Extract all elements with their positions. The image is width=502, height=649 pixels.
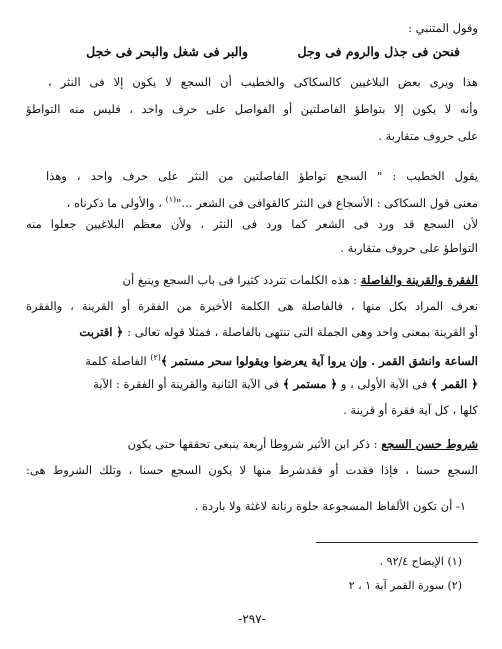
document-page: [26, 8, 478, 643]
paragraph-text: ، والأولى ما ذكرناه ،: [66, 195, 166, 210]
quran-quote: الساعة وانشق القمر . وإن يروا آية يعرضوا ويقولوا سحر مستمر ﴾: [160, 353, 478, 368]
paragraph-line: وأنه لا يكون إلا بتواطؤ الفاصلتين أو الفواصل على حرف واحد ، فليس منه التواطؤ: [26, 102, 478, 116]
list-item: ١- أن تكون الألفاظ المسجوعة حلوة رنانة لاغثة ولا باردة .: [194, 499, 466, 513]
page-number: -٢٩٧-: [238, 612, 266, 626]
paragraph-line: [26, 436, 478, 452]
paragraph-text: معنى قول السكاكى : الأسجاع فى النثر كالقوافى فى الشعر ...": [176, 195, 478, 210]
quran-word: ﴿ مستمر ﴾: [282, 377, 338, 391]
paragraph-line: لأن السجع قد ورد فى الشعر كما ورد فى النثر ، ولأن معظم البلاغيين جعلوا منه: [26, 217, 478, 231]
intro-line: وقول المتنبي :: [408, 21, 478, 35]
paragraph-line: [26, 272, 478, 288]
paragraph-line: [26, 192, 478, 211]
footnote: (٢) سورة القمر آية ١ ، ٢: [348, 579, 462, 592]
footnote-ref: (٢): [150, 353, 161, 362]
paragraph-text: فى الآية الأولى ، و: [337, 377, 431, 391]
paragraph-line: التواطؤ على حروف متقاربة .: [340, 241, 478, 255]
paragraph-line: هذا ويرى بعض البلاغيين كالسكاكى والخطيب أن السجع لا يكون إلا فى النثر ،: [48, 75, 478, 89]
paragraph-line: السجع حسنا ، فإذا فقدت أو فقدشرط منها لا يكون السجع حسنا ، وتلك الشروط هى:: [26, 463, 478, 477]
poetry-verse: [26, 44, 478, 62]
paragraph-line: يقول الخطيب : " السجع تواطؤ الفاصلتين من النثر على حرف واحد ، وهذا: [46, 169, 478, 183]
paragraph-text: فى الآية الثانية والقرينة أو الفقرة : الآية: [93, 377, 283, 391]
section-heading: شروط حسن السجع: [381, 437, 478, 451]
paragraph-text: : هذه الكلمات تتردد كثيرا فى باب السجع وينبغ أن: [122, 273, 361, 287]
paragraph-line: [26, 376, 478, 392]
paragraph-text: أو القرينة بمعنى واحد وهى الجملة التى تنتهى بالفاصلة ، فمثلا قوله تعالى :: [127, 325, 478, 339]
section-heading: الفقرة والقرينة والفاصلة: [360, 273, 478, 287]
quran-quote: ﴿ اقتربت: [79, 325, 128, 339]
paragraph-text: الفاصلة كلمة: [85, 353, 151, 368]
footnote: (١) الإيضاح ٩٢/٤ .: [379, 555, 462, 568]
quran-word: ﴿ القمر ﴾: [431, 377, 478, 391]
paragraph-line: نعرف المراد بكل منها ، فالفاصلة هى الكلمة الأخيرة من الفقرة أو القرينة ، والفقرة: [26, 299, 478, 313]
footnote-ref: (١): [165, 195, 177, 204]
paragraph-line: [26, 324, 478, 340]
paragraph-text: : ذكر ابن الأثير شروطا أربعة ينبغى تحققها حتى يكون: [127, 437, 382, 451]
footnote-separator: [316, 542, 478, 543]
paragraph-line: [26, 350, 478, 369]
paragraph-line: على حروف متقاربة .: [378, 129, 478, 143]
verse-left-hemistich: والبر فى شغل والبحر فى خجل: [86, 44, 248, 59]
paragraph-line: كلها ، كل آية فقرة أو قرينة .: [343, 403, 478, 417]
verse-right-hemistich: فنحن فى جذل والروم فى وجل: [297, 44, 460, 59]
